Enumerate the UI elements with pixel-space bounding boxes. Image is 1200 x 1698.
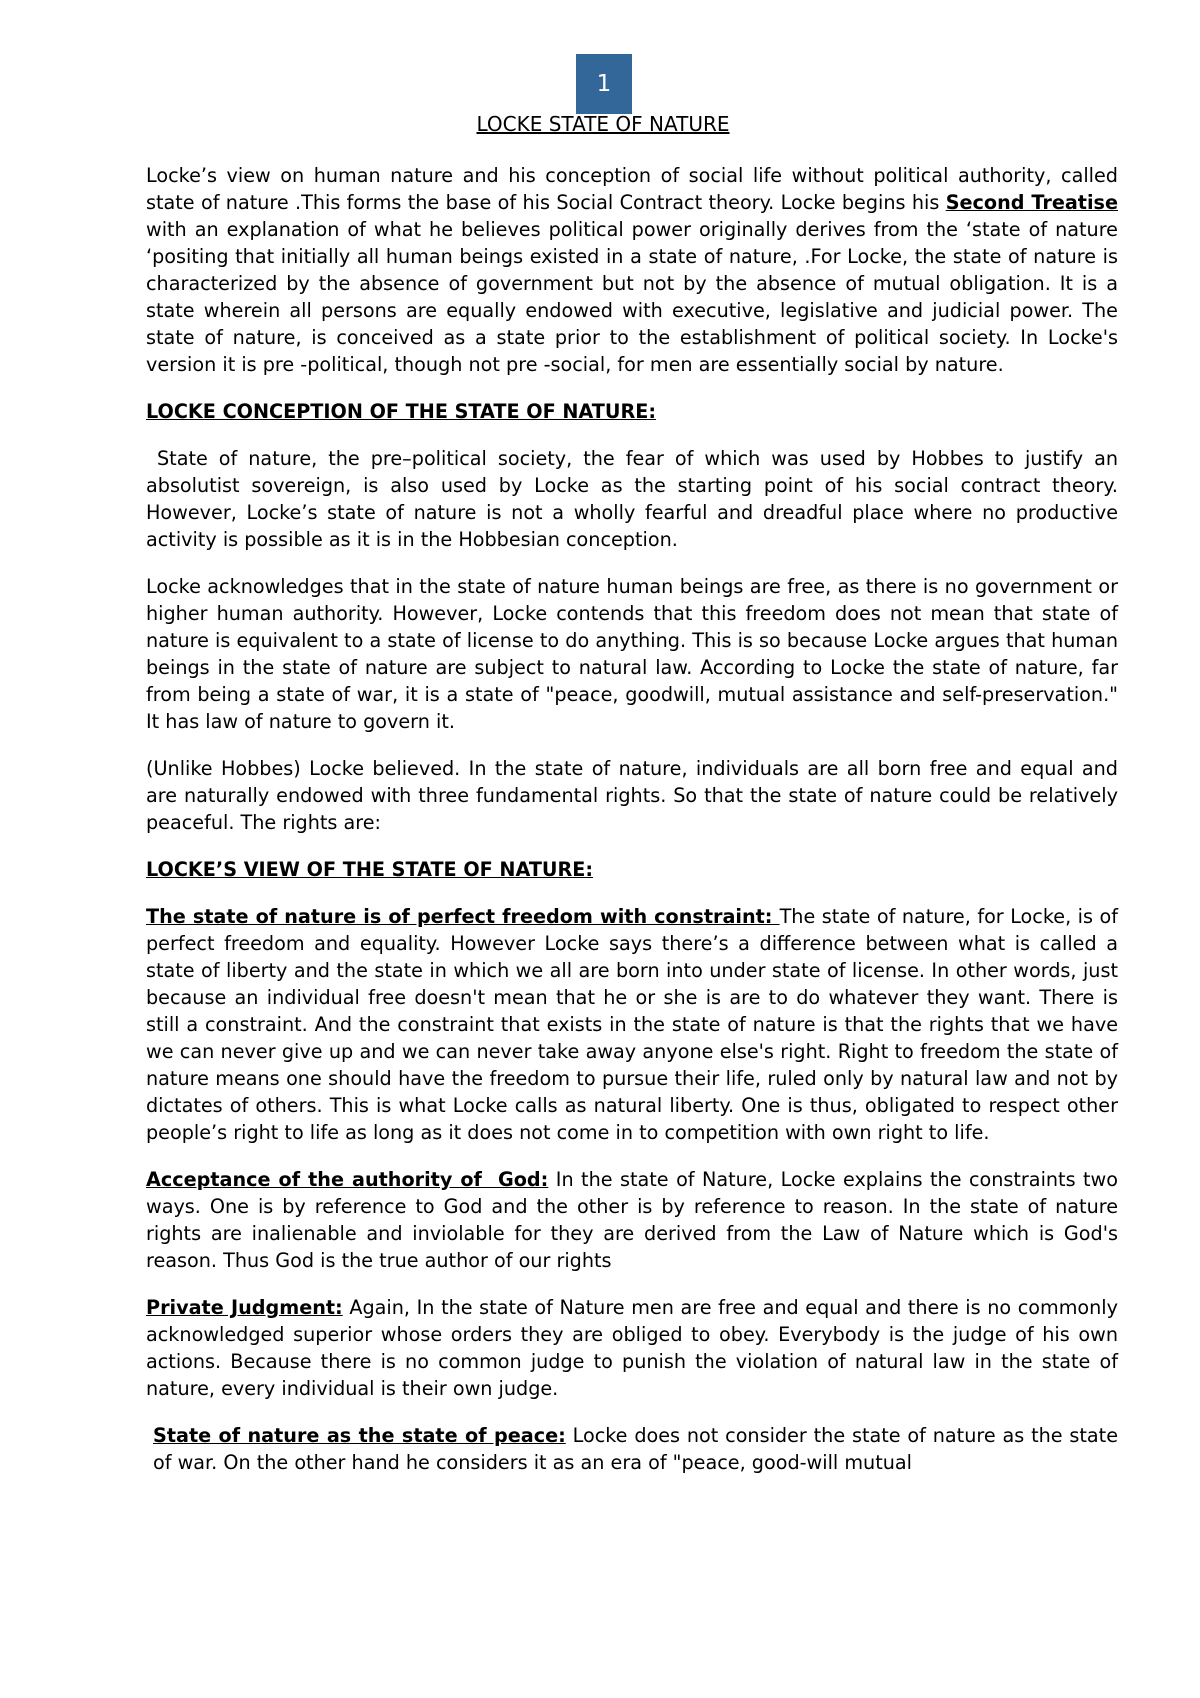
paragraph-conception-3: (Unlike Hobbes) Locke believed. In the state of nature, individuals are all born free and equal and are naturally endowed with three fundamental rights. So that the state of nature could be relatively peaceful. The rights are: — [146, 757, 1118, 834]
point-heading-private-judgment: Private Judgment: — [146, 1296, 343, 1319]
point-authority-of-god — [146, 1166, 1118, 1274]
intro-text-1: Locke’s view on human nature and his conception of social life without political authority, called state of nature .This forms the base of his Social Contract theory. Locke begins his — [146, 164, 1118, 214]
intro-paragraph — [146, 162, 1118, 378]
point-heading-authority-of-god: Acceptance of the authority of God: — [146, 1168, 549, 1191]
point-heading-perfect-freedom: The state of nature is of perfect freedom with constraint: — [146, 905, 780, 928]
book-title: Second Treatise — [945, 191, 1118, 214]
point-text-private-judgment: Again, In the state of Nature men are free and equal and there is no commonly acknowledged superior whose orders they are obliged to obey. Everybody is the judge of his own actions. Because there is no common judge to punish the violation of natural law in the state of nature, every individual is their own judge. — [146, 1296, 1118, 1400]
point-text-authority-of-god: In the state of Nature, Locke explains the constraints two ways. One is by reference to God and the other is by reference to reason. In the state of nature rights are inalienable and inviolable for they are derived from the Law of Nature which is God's reason. Thus God is the true author of our rights — [146, 1168, 1118, 1272]
point-text-perfect-freedom: The state of nature, for Locke, is of perfect freedom and equality. However Locke says there’s a difference between what is called a state of liberty and the state in which we all are born into under state of license. In other words, just because an individual free doesn't mean that he or she is are to do whatever they want. There is still a constraint. And the constraint that exists in the state of nature is that the rights that we have we can never give up and we can never take away anyone else's right. Right to freedom the state of nature means one should have the freedom to pursue their life, ruled only by natural law and not by dictates of others. This is what Locke calls as natural liberty. One is thus, obligated to respect other people’s right to life as long as it does not come in to competition with own right to life. — [146, 905, 1118, 1144]
page-title: LOCKE STATE OF NATURE — [476, 112, 730, 136]
section-heading-view: LOCKE’S VIEW OF THE STATE OF NATURE: — [146, 858, 594, 881]
document-body — [146, 162, 1125, 1496]
intro-text-2: with an explanation of what he believes political power originally derives from the ‘state of nature ‘positing that initially all human beings existed in a state of nature, .For Locke, the state of nature is characterized by the absence of government but not by the absence of mutual obligation. It is a state wherein all persons are equally endowed with executive, legislative and judicial power. The state of nature, is conceived as a state prior to the establishment of political society. In Locke's version it is pre -political, though not pre -social, for men are essentially social by nature. — [146, 218, 1118, 376]
point-state-of-peace — [146, 1422, 1118, 1476]
section-heading-conception: LOCKE CONCEPTION OF THE STATE OF NATURE: — [146, 400, 656, 423]
point-perfect-freedom — [146, 903, 1118, 1146]
paragraph-conception-1: State of nature, the pre–political society, the fear of which was used by Hobbes to justify an absolutist sovereign, is also used by Locke as the starting point of his social contract theory. However, Locke’s state of nature is not a wholly fearful and dreadful place where no productive activity is possible as it is in the Hobbesian conception. — [146, 447, 1125, 551]
paragraph-conception-2: Locke acknowledges that in the state of nature human beings are free, as there is no government or higher human authority. However, Locke contends that this freedom does not mean that state of nature is equivalent to a state of license to do anything. This is so because Locke argues that human beings in the state of nature are subject to natural law. According to Locke the state of nature, far from being a state of war, it is a state of "peace, goodwill, mutual assistance and self-preservation." It has law of nature to govern it. — [146, 575, 1118, 733]
point-private-judgment — [146, 1294, 1118, 1402]
point-heading-state-of-peace: State of nature as the state of peace: — [153, 1424, 566, 1447]
point-text-state-of-peace: Locke does not consider the state of nature as the state of war. On the other hand he considers it as an era of "peace, good-will mutual — [153, 1424, 1118, 1474]
page-number: 1 — [576, 54, 632, 114]
